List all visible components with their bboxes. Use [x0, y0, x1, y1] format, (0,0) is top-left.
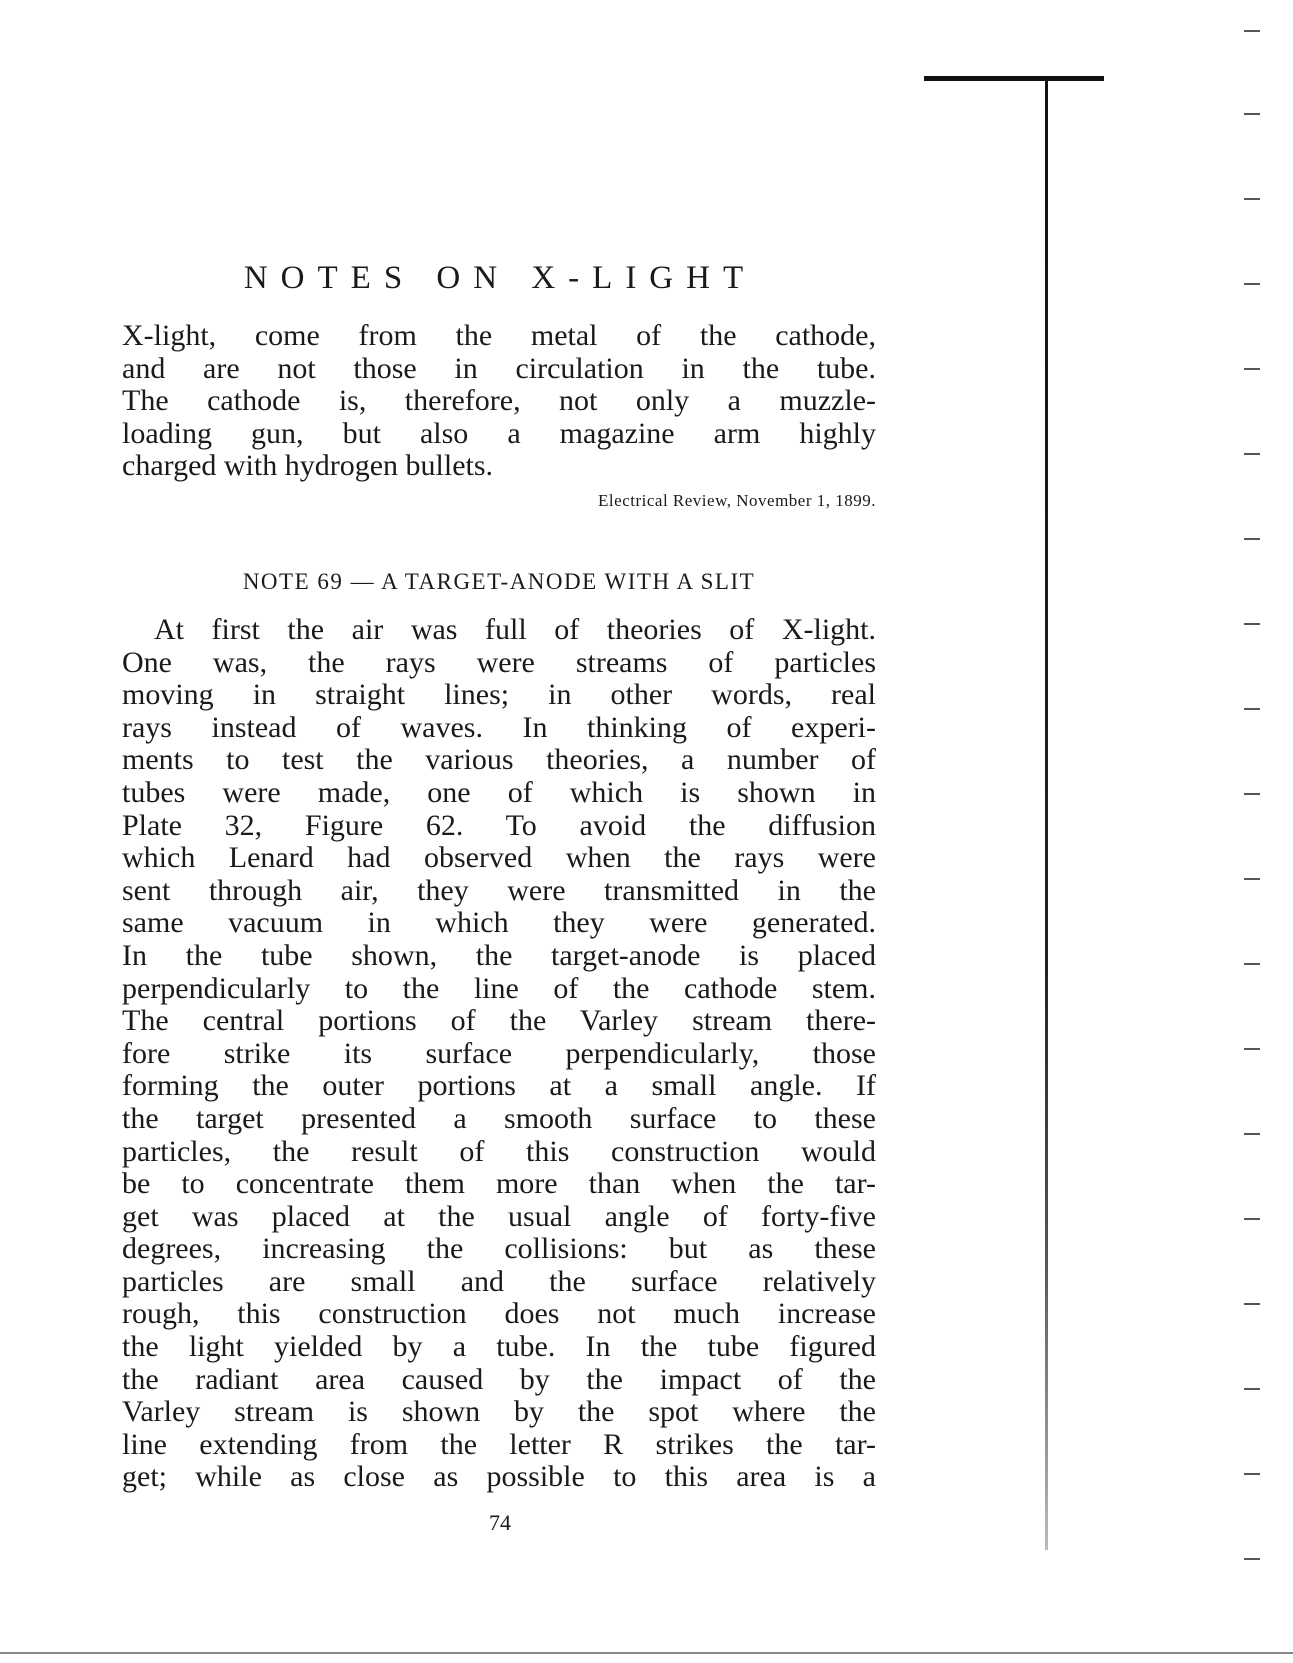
margin-tick	[1244, 1303, 1260, 1305]
margin-tick	[1244, 623, 1260, 625]
text-line: get was placed at the usual angle of forty-five	[122, 1199, 876, 1233]
text-line: be to concentrate them more than when the tar-	[122, 1167, 876, 1201]
margin-tick	[1244, 878, 1260, 880]
margin-tick	[1244, 113, 1260, 115]
margin-tick	[1244, 1558, 1260, 1560]
text-line: particles, the result of this construction would	[122, 1134, 876, 1168]
binding-edge-rule	[1045, 80, 1048, 1550]
text-line: which Lenard had observed when the rays were	[122, 841, 876, 875]
text-line: rays instead of waves. In thinking of experi-	[122, 710, 876, 744]
text-line: and are not those in circulation in the tube.	[122, 351, 876, 385]
text-line: the light yielded by a tube. In the tube figured	[122, 1330, 876, 1364]
text-line: perpendicularly to the line of the cathode stem.	[122, 971, 876, 1005]
text-line: tubes were made, one of which is shown in	[122, 775, 876, 809]
margin-tick	[1244, 453, 1260, 455]
text-line: same vacuum in which they were generated.	[122, 906, 876, 940]
text-line: rough, this construction does not much increase	[122, 1297, 876, 1331]
text-line: loading gun, but also a magazine arm highly	[122, 416, 876, 450]
note-heading: NOTE 69 — A TARGET-ANODE WITH A SLIT	[242, 569, 756, 594]
margin-tick	[1244, 963, 1260, 965]
text-line: The central portions of the Varley stream there-	[122, 1004, 876, 1038]
binding-top-bar	[924, 76, 1104, 81]
margin-tick	[1244, 1388, 1260, 1390]
margin-tick	[1244, 1048, 1260, 1050]
margin-tick	[1244, 793, 1260, 795]
text-line: moving in straight lines; in other words, real	[122, 678, 876, 712]
text-line: X-light, come from the metal of the cathode,	[122, 319, 876, 352]
text-line: In the tube shown, the target-anode is placed	[122, 938, 876, 972]
page-number: 74	[489, 1510, 511, 1535]
text-line: ments to test the various theories, a number of	[122, 743, 876, 777]
running-head: NOTES ON X-LIGHT	[243, 260, 757, 296]
continuation-paragraph	[122, 320, 876, 483]
text-line: fore strike its surface perpendicularly, those	[122, 1036, 876, 1070]
margin-tick	[1244, 283, 1260, 285]
text-line: the radiant area caused by the impact of the	[122, 1362, 876, 1396]
text-line: degrees, increasing the collisions: but as these	[122, 1232, 876, 1266]
text-line: get; while as close as possible to this area is a	[122, 1460, 876, 1494]
text-line: particles are small and the surface relatively	[122, 1264, 876, 1298]
text-line: The cathode is, therefore, not only a muzzle-	[122, 384, 876, 418]
text-line: line extending from the letter R strikes the tar-	[122, 1427, 876, 1461]
text-line: charged with hydrogen bullets.	[122, 449, 494, 483]
margin-tick	[1244, 1133, 1260, 1135]
text-line: sent through air, they were transmitted in the	[122, 873, 876, 907]
margin-tick	[1244, 30, 1260, 32]
text-line: At first the air was full of theories of X-light.	[154, 613, 876, 646]
margin-tick	[1244, 708, 1260, 710]
page-bottom-edge	[0, 1652, 1293, 1654]
citation: Electrical Review, November 1, 1899.	[598, 491, 876, 510]
text-line: Varley stream is shown by the spot where the	[122, 1395, 876, 1429]
text-line: the target presented a smooth surface to these	[122, 1101, 876, 1135]
text-line: Plate 32, Figure 62. To avoid the diffusion	[122, 808, 876, 842]
margin-tick	[1244, 538, 1260, 540]
note-paragraph	[122, 614, 876, 1494]
margin-tick	[1244, 1473, 1260, 1475]
text-line: forming the outer portions at a small angle. If	[122, 1069, 876, 1103]
text-line: One was, the rays were streams of particles	[122, 645, 876, 679]
margin-tick	[1244, 1218, 1260, 1220]
margin-tick	[1244, 368, 1260, 370]
margin-tick	[1244, 198, 1260, 200]
